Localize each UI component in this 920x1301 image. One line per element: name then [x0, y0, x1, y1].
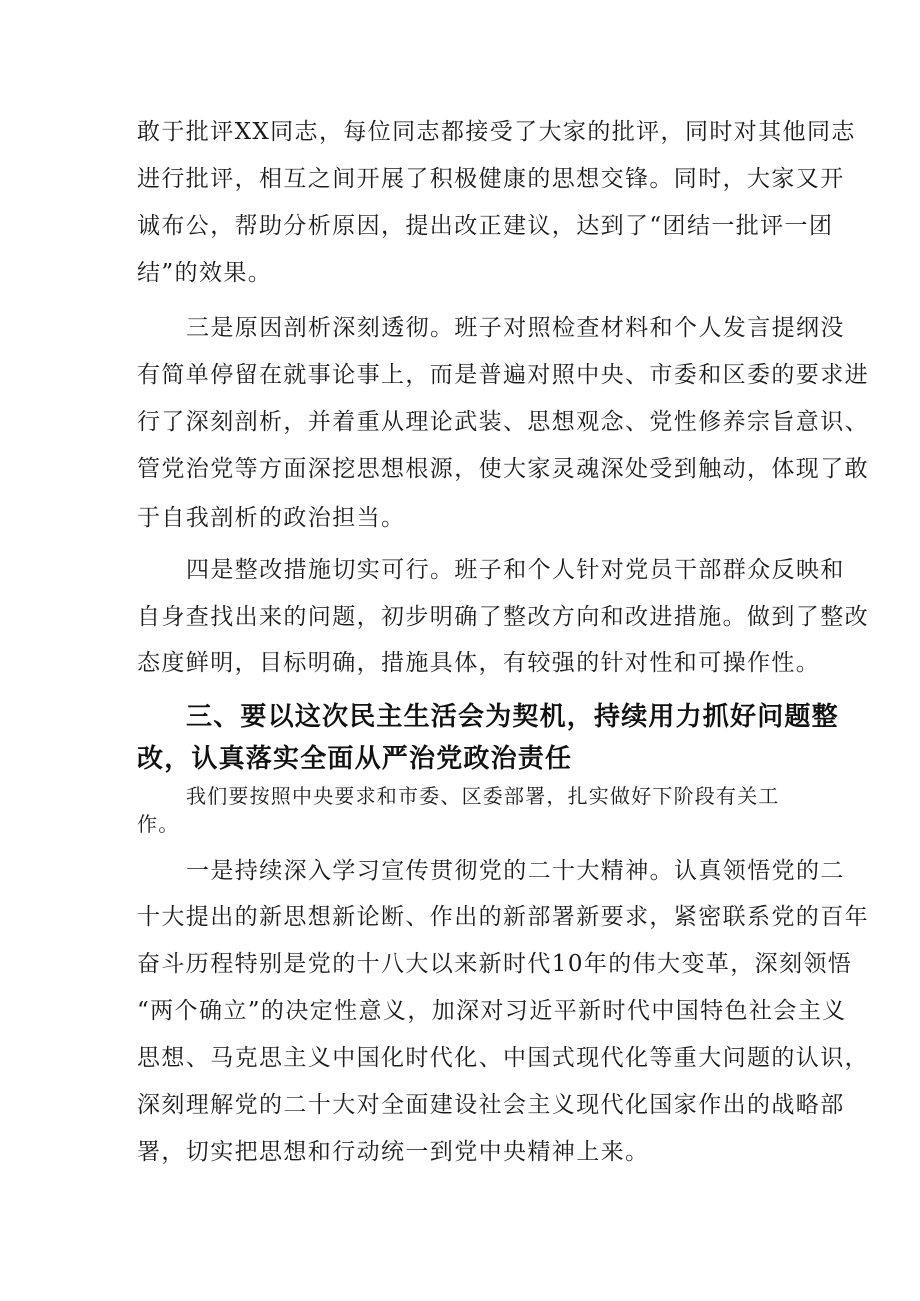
paragraph-4-line-1: 一是持续深入学习宣传贯彻党的二十大精神。认真领悟党的二 — [186, 858, 845, 884]
paragraph-4-line-4: “两个确立”的决定性意义，加深对习近平新时代中国特色社会主义 — [137, 998, 847, 1024]
paragraph-3-line-3: 态度鲜明，目标明确，措施具体，有较强的针对性和可操作性。 — [137, 650, 821, 676]
paragraph-4-line-3: 奋斗历程特别是党的十八大以来新时代10年的伟大变革，深刻领悟 — [137, 951, 853, 977]
paragraph-3-line-1: 四是整改措施切实可行。班子和个人针对党员干部群众反映和 — [186, 557, 845, 583]
paragraph-1-line-3: 诚布公，帮助分析原因，提出改正建议，达到了“团结一批评一团 — [137, 213, 834, 239]
paragraph-4-line-5: 思想、马克思主义中国化时代化、中国式现代化等重大问题的认识， — [137, 1045, 869, 1071]
paragraph-1-line-1: 敢于批评XX同志，每位同志都接受了大家的批评，同时对其他同志 — [137, 119, 856, 145]
section-heading-line-2: 改，认真落实全面从严治党政治责任 — [137, 744, 573, 774]
paragraph-2-line-4: 管党治党等方面深挖思想根源，使大家灵魂深处受到触动，体现了敢 — [137, 456, 869, 482]
intro-line-2: 作。 — [137, 812, 180, 836]
paragraph-2-line-5: 于自我剖析的政治担当。 — [137, 505, 406, 531]
paragraph-2-line-1: 三是原因剖析深刻透彻。班子对照检查材料和个人发言提纲没 — [186, 315, 845, 341]
paragraph-1-line-4: 结”的效果。 — [137, 260, 273, 286]
section-heading-line-1: 三、要以这次民主生活会为契机，持续用力抓好问题整 — [186, 702, 839, 732]
intro-line-1: 我们要按照中央要求和市委、区委部署，扎实做好下阶段有关工 — [186, 784, 780, 808]
paragraph-3-line-2: 自身查找出来的问题，初步明确了整改方向和改进措施。做到了整改 — [137, 604, 869, 630]
paragraph-2-line-3: 行了深刻剖析，并着重从理论武装、思想观念、党性修养宗旨意识、 — [137, 409, 869, 435]
paragraph-4-line-7: 署，切实把思想和行动统一到党中央精神上来。 — [137, 1139, 650, 1165]
paragraph-4-line-2: 十大提出的新思想新论断、作出的新部署新要求，紧密联系党的百年 — [137, 904, 869, 930]
paragraph-4-line-6: 深刻理解党的二十大对全面建设社会主义现代化国家作出的战略部 — [137, 1092, 845, 1118]
paragraph-2-line-2: 有简单停留在就事论事上，而是普遍对照中央、市委和区委的要求进 — [137, 362, 869, 388]
paragraph-1-line-2: 进行批评，相互之间开展了积极健康的思想交锋。同时，大家又开 — [137, 166, 845, 192]
